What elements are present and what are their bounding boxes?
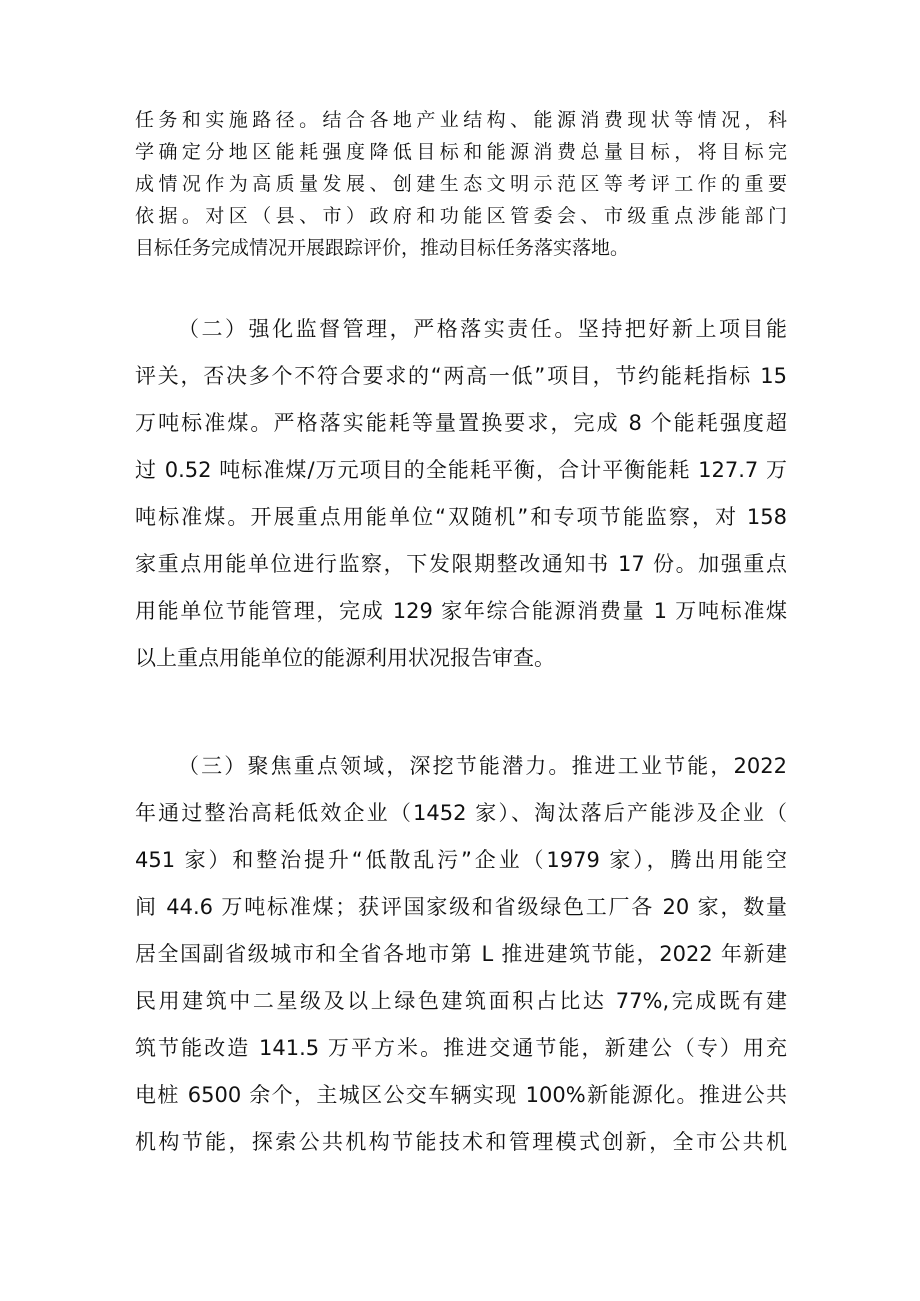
- paragraph-1-line-2: 学确定分地区能耗强度降低目标和能源消费总量目标，将目标完: [135, 141, 787, 163]
- paragraph-2-line-6: 家重点用能单位进行监察，下发限期整改通知书 17 份。加强重点: [135, 552, 787, 576]
- paragraph-2-line-4: 过 0.52 吨标准煤/万元项目的全能耗平衡，合计平衡能耗 127.7 万: [135, 458, 787, 482]
- paragraph-2-line-8: 以上重点用能单位的能源利用状况报告审查。: [135, 646, 555, 670]
- paragraph-1-line-1: 任务和实施路径。结合各地产业结构、能源消费现状等情况，科: [135, 109, 787, 131]
- paragraph-3-line-4: 间 44.6 万吨标准煤；获评国家级和省级绿色工厂各 20 家，数量: [135, 895, 787, 919]
- paragraph-2-line-7: 用能单位节能管理，完成 129 家年综合能源消费量 1 万吨标准煤: [135, 599, 787, 623]
- paragraph-1-line-5: 目标任务完成情况开展跟踪评价，推动目标任务落实落地。: [135, 237, 630, 259]
- paragraph-3-line-9: 机构节能，探索公共机构节能技术和管理模式创新，全市公共机: [135, 1130, 787, 1154]
- paragraph-2-line-1: （二）强化监督管理，严格落实责任。坚持把好新上项目能: [178, 317, 787, 341]
- paragraph-1-line-4: 依据。对区（县、市）政府和功能区管委会、市级重点涉能部门: [135, 205, 787, 227]
- paragraph-2-line-2: 评关，否决多个不符合要求的“两高一低”项目，节约能耗指标 15: [135, 364, 787, 388]
- paragraph-3-line-7: 筑节能改造 141.5 万平方米。推进交通节能，新建公（专）用充: [135, 1036, 787, 1060]
- paragraph-3-line-1: （三）聚焦重点领域，深挖节能潜力。推进工业节能，2022: [178, 754, 787, 778]
- paragraph-2-line-3: 万吨标准煤。严格落实能耗等量置换要求，完成 8 个能耗强度超: [135, 411, 787, 435]
- paragraph-1-line-3: 成情况作为高质量发展、创建生态文明示范区等考评工作的重要: [135, 173, 787, 195]
- paragraph-3-line-6: 民用建筑中二星级及以上绿色建筑面积占比达 77%,完成既有建: [135, 989, 787, 1013]
- paragraph-3-line-2: 年通过整治高耗低效企业（1452 家）、淘汰落后产能涉及企业（: [135, 801, 787, 825]
- paragraph-3-line-5: 居全国副省级城市和全省各地市第 L 推进建筑节能，2022 年新建: [135, 942, 787, 966]
- paragraph-3-line-8: 电桩 6500 余个，主城区公交车辆实现 100%新能源化。推进公共: [135, 1083, 787, 1107]
- paragraph-3-line-3: 451 家）和整治提升“低散乱污”企业（1979 家），腾出用能空: [135, 848, 787, 872]
- paragraph-2-line-5: 吨标准煤。开展重点用能单位“双随机”和专项节能监察，对 158: [135, 505, 787, 529]
